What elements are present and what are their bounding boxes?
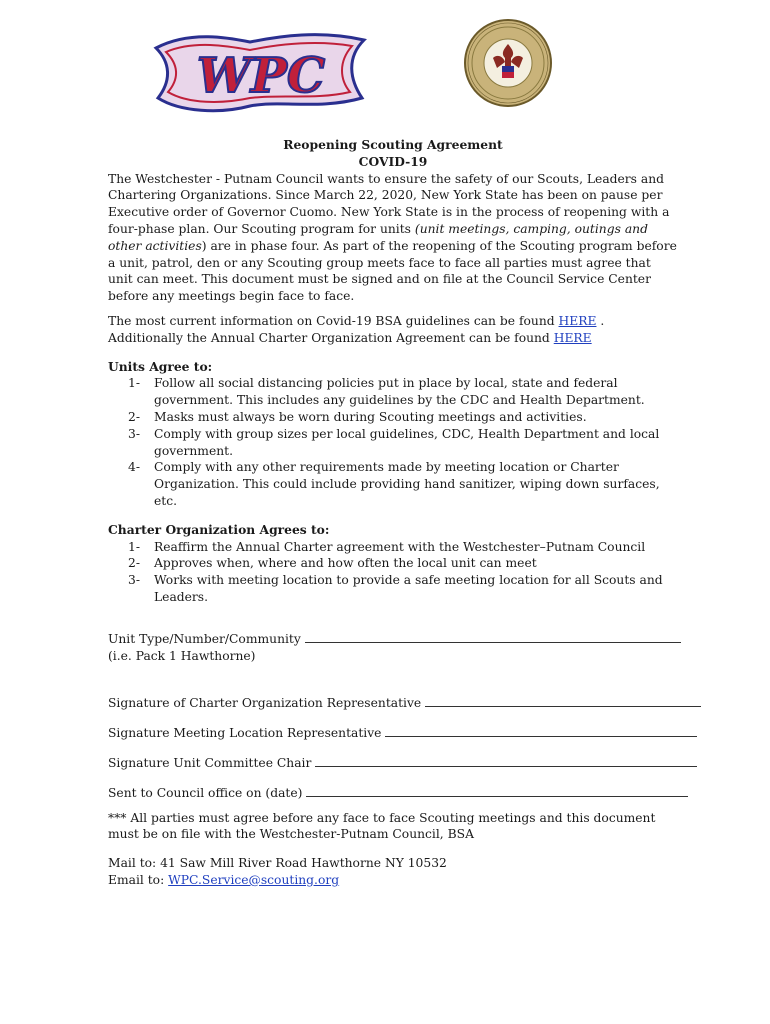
unit-type-example: (i.e. Pack 1 Hawthorne) bbox=[108, 648, 256, 663]
chartered-org-seal bbox=[463, 18, 553, 108]
notice-paragraph: *** All parties must agree before any face to face Scouting meetings and this document must be on file with the Westchester-Putnam Council, BSA bbox=[108, 810, 656, 842]
covid-guidelines-link[interactable]: HERE bbox=[558, 313, 597, 328]
charter-list bbox=[108, 539, 678, 606]
svg-text:WPC: WPC bbox=[196, 48, 326, 104]
list-item: 1- Reaffirm the Annual Charter agreement with the Westchester–Putnam Council bbox=[128, 539, 646, 554]
unit-type-field: Unit Type/Number/Community bbox=[108, 630, 678, 648]
sent-date-field: Sent to Council office on (date) bbox=[108, 784, 678, 802]
list-item: 3- Works with meeting location to provide a safe meeting location for all Scouts and Leaders. bbox=[128, 573, 663, 604]
email-line: Email to: WPC.Service@scouting.org bbox=[108, 872, 340, 887]
document-subtitle: COVID-19 bbox=[358, 153, 428, 169]
committee-signature-line[interactable] bbox=[315, 754, 697, 767]
meeting-signature-field: Signature Meeting Location Representative bbox=[108, 724, 678, 742]
list-item: 2- Masks must always be worn during Scouting meetings and activities. bbox=[128, 409, 587, 424]
list-item: 4- Comply with any other requirements made by meeting location or Charter Organization. This could include providing hand sanitizer, wiping down surfaces, etc. bbox=[128, 460, 660, 508]
document-title: Reopening Scouting Agreement bbox=[283, 137, 503, 152]
charter-signature-line[interactable] bbox=[425, 694, 701, 707]
charter-heading: Charter Organization Agrees to: bbox=[108, 521, 330, 537]
header-logos bbox=[0, 18, 770, 118]
meeting-signature-line[interactable] bbox=[385, 724, 697, 737]
list-item: 1- Follow all social distancing policies put in place by local, state and federal government. This includes any guidelines by the CDC and Health Department. bbox=[128, 376, 645, 408]
list-item: 2- Approves when, where and how often the local unit can meet bbox=[128, 556, 537, 571]
intro-paragraph: The Westchester - Putnam Council wants to ensure the safety of our Scouts, Leaders and Chartering Organizations. Since March 22, 2020, New York State has been on pause per Executive order of Governor Cuomo. New York State is in the process of reopening with a four-phase plan. Our Scouting program for units (unit meetings, camping, outings and other activities) are in phase four. As part of the reopening of the Scouting program before a unit, patrol, den or any Scouting group meets face to face all parties must agree that unit can meet. This document must be signed and on file at the Council Service Center before any meetings begin face to face. bbox=[108, 171, 677, 304]
email-link[interactable]: WPC.Service@scouting.org bbox=[168, 872, 340, 887]
unit-type-line[interactable] bbox=[305, 630, 681, 643]
units-list bbox=[108, 375, 678, 509]
document-body bbox=[108, 137, 678, 889]
units-heading: Units Agree to: bbox=[108, 358, 213, 374]
mail-line: Mail to: 41 Saw Mill River Road Hawthorne NY 10532 bbox=[108, 856, 447, 871]
charter-signature-field: Signature of Charter Organization Representative bbox=[108, 694, 678, 712]
sent-date-line[interactable] bbox=[306, 784, 688, 797]
charter-agreement-link[interactable]: HERE bbox=[553, 330, 592, 345]
committee-signature-field: Signature Unit Committee Chair bbox=[108, 754, 678, 772]
list-item: 3- Comply with group sizes per local guidelines, CDC, Health Department and local government. bbox=[128, 426, 660, 458]
info-paragraph: The most current information on Covid-19 BSA guidelines can be found HERE . Additionally the Annual Charter Organization Agreement can be found HERE bbox=[108, 313, 605, 345]
wpc-logo bbox=[150, 28, 372, 116]
